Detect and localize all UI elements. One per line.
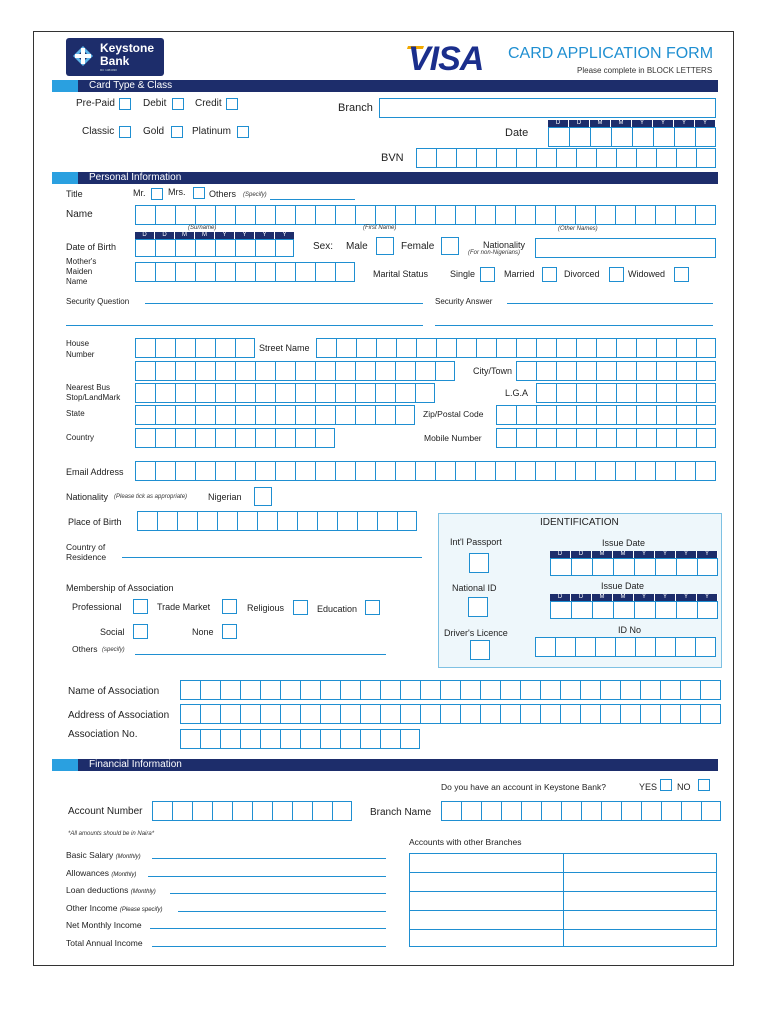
classic-checkbox[interactable] xyxy=(119,126,131,138)
gold-checkbox[interactable] xyxy=(171,126,183,138)
country-input[interactable] xyxy=(135,428,335,448)
mr-label: Mr. xyxy=(133,188,146,198)
assoc-name-input[interactable] xyxy=(180,680,721,700)
social-checkbox[interactable] xyxy=(133,624,148,639)
allowances-input[interactable] xyxy=(148,876,386,877)
keystone-logo xyxy=(66,38,164,76)
divorced-label: Divorced xyxy=(564,269,600,279)
debit-checkbox[interactable] xyxy=(172,98,184,110)
trade-market-checkbox[interactable] xyxy=(222,599,237,614)
credit-checkbox[interactable] xyxy=(226,98,238,110)
country-label: Country xyxy=(66,433,95,442)
security-question-label: Security Question xyxy=(66,297,130,306)
mobile-input[interactable] xyxy=(496,428,716,448)
other-branches-table[interactable] xyxy=(409,853,717,947)
national-id-issue-date-input[interactable] xyxy=(550,601,718,619)
state-input[interactable] xyxy=(135,405,415,425)
city-input[interactable] xyxy=(516,361,716,381)
branch-name-label: Branch Name xyxy=(370,807,432,818)
marital-status-label: Marital Status xyxy=(373,269,429,279)
nigerian-label: Nigerian xyxy=(208,492,242,502)
others-title-label: Others xyxy=(209,189,237,199)
passport-issue-date-input[interactable] xyxy=(550,558,718,576)
loan-deductions-label: Loan deductions (Monthly) xyxy=(66,885,156,895)
religious-label: Religious xyxy=(247,603,285,613)
mrs-checkbox[interactable] xyxy=(193,187,205,199)
street-name-label: Street Name xyxy=(259,343,310,353)
mothers-maiden-input[interactable] xyxy=(135,262,355,282)
state-label: State xyxy=(66,409,85,418)
passport-checkbox[interactable] xyxy=(469,553,489,573)
date-header: D D M M Y Y Y Y xyxy=(548,120,716,127)
date-label: Date xyxy=(505,127,529,139)
passport-date-header: D D M M Y Y Y Y xyxy=(550,551,718,558)
net-monthly-input[interactable] xyxy=(150,928,386,929)
email-input[interactable] xyxy=(135,461,716,481)
form-subtitle: Please complete in BLOCK LETTERS xyxy=(577,66,713,75)
national-id-date-header: D D M M Y Y Y Y xyxy=(550,594,718,601)
branch-label: Branch xyxy=(338,102,373,114)
mr-checkbox[interactable] xyxy=(151,188,163,200)
security-answer-input-2[interactable] xyxy=(435,325,713,326)
total-annual-input[interactable] xyxy=(152,946,386,947)
lga-input[interactable] xyxy=(536,383,716,403)
card-class-platinum-label: Platinum xyxy=(192,126,231,137)
card-type-prepaid-label: Pre-Paid xyxy=(76,98,115,109)
section-card-type-label: Card Type & Class xyxy=(89,80,173,91)
country-residence-label: Country of Residence xyxy=(66,542,107,562)
basic-salary-label: Basic Salary (Monthly) xyxy=(66,850,141,860)
card-type-debit-label: Debit xyxy=(143,98,167,109)
bus-stop-input[interactable] xyxy=(135,383,435,403)
bank-name-line2: Bank xyxy=(100,54,130,68)
street-name-input[interactable] xyxy=(316,338,716,358)
card-class-classic-label: Classic xyxy=(82,126,115,137)
divorced-checkbox[interactable] xyxy=(609,267,624,282)
zip-input[interactable] xyxy=(496,405,716,425)
email-label: Email Address xyxy=(66,467,124,477)
other-income-label: Other Income (Please specify) xyxy=(66,903,163,913)
bvn-input[interactable] xyxy=(416,148,716,168)
no-checkbox[interactable] xyxy=(698,779,710,791)
non-nigerians-note: (For non-Nigerians) xyxy=(468,250,521,256)
prepaid-checkbox[interactable] xyxy=(119,98,131,110)
others-assoc-input[interactable] xyxy=(135,654,386,655)
street-name-input-2[interactable] xyxy=(135,361,455,381)
others-assoc-label: Others xyxy=(72,644,98,654)
city-label: City/Town xyxy=(473,366,513,376)
education-label: Education xyxy=(317,604,358,614)
dob-label: Date of Birth xyxy=(66,242,117,252)
professional-label: Professional xyxy=(72,602,122,612)
bvn-label: BVN xyxy=(381,152,404,164)
dob-input[interactable] xyxy=(135,239,294,257)
yes-label: YES xyxy=(639,782,658,792)
assoc-address-input[interactable] xyxy=(180,704,721,724)
allowances-label: Allowances (Monthly) xyxy=(66,868,137,878)
sex-label: Sex: xyxy=(313,241,334,252)
lga-label: L.G.A xyxy=(505,388,529,398)
dob-date-header: D D M M Y Y Y Y xyxy=(135,232,295,239)
bus-stop-label: Nearest Bus Stop/LandMark xyxy=(66,383,121,402)
total-annual-label: Total Annual Income xyxy=(66,938,143,948)
no-label: NO xyxy=(677,782,691,792)
keystone-mark-icon xyxy=(72,45,94,67)
name-input[interactable] xyxy=(135,205,716,225)
surname-note: (Surname) xyxy=(188,225,217,231)
national-id-checkbox[interactable] xyxy=(468,597,488,617)
title-label: Title xyxy=(66,189,83,199)
section-financial-label: Financial Information xyxy=(89,759,182,770)
card-class-gold-label: Gold xyxy=(143,126,165,137)
id-no-input[interactable] xyxy=(535,637,716,657)
name-label: Name xyxy=(66,209,93,220)
assoc-name-label: Name of Association xyxy=(68,686,160,697)
others-assoc-specify: (specify) xyxy=(102,647,125,653)
security-answer-input[interactable] xyxy=(507,303,713,304)
first-name-note: (First Name) xyxy=(363,225,397,231)
trade-market-label: Trade Market xyxy=(157,602,211,612)
section-personal xyxy=(52,172,718,184)
section-card-type xyxy=(52,80,718,92)
single-checkbox[interactable] xyxy=(480,267,495,282)
male-checkbox[interactable] xyxy=(376,237,394,255)
assoc-no-input[interactable] xyxy=(180,729,420,749)
mobile-label: Mobile Number xyxy=(424,433,482,443)
national-id-label: National ID xyxy=(452,583,497,593)
platinum-checkbox[interactable] xyxy=(237,126,249,138)
country-residence-input[interactable] xyxy=(122,557,422,558)
nationality-nonnig-label: Nationality xyxy=(483,240,526,250)
zip-label: Zip/Postal Code xyxy=(423,409,484,419)
title-others-input[interactable] xyxy=(270,199,355,200)
date-input[interactable] xyxy=(548,127,716,147)
title-specify-note: (Specify) xyxy=(243,192,267,198)
membership-label: Membership of Association xyxy=(66,583,174,593)
house-number-input[interactable] xyxy=(135,338,255,358)
section-personal-label: Personal Information xyxy=(89,172,182,183)
account-question-label: Do you have an account in Keystone Bank? xyxy=(441,782,606,792)
other-income-input[interactable] xyxy=(178,911,386,912)
basic-salary-input[interactable] xyxy=(152,858,386,859)
loan-deductions-input[interactable] xyxy=(170,893,386,894)
widowed-checkbox[interactable] xyxy=(674,267,689,282)
account-number-label: Account Number xyxy=(68,806,143,817)
bank-name-line1: Keystone xyxy=(100,41,155,55)
drivers-licence-label: Driver's Licence xyxy=(444,628,508,638)
yes-checkbox[interactable] xyxy=(660,779,672,791)
widowed-label: Widowed xyxy=(628,269,666,279)
assoc-address-label: Address of Association xyxy=(68,710,170,721)
married-checkbox[interactable] xyxy=(542,267,557,282)
bank-mark-letters: RC 1384030 xyxy=(100,68,117,72)
none-checkbox[interactable] xyxy=(222,624,237,639)
female-label: Female xyxy=(401,241,435,252)
religious-checkbox[interactable] xyxy=(293,600,308,615)
mrs-label: Mrs. xyxy=(168,187,186,197)
female-checkbox[interactable] xyxy=(441,237,459,255)
id-no-label: ID No xyxy=(618,625,642,635)
tick-note: (Please tick as appropriate) xyxy=(114,494,188,500)
security-question-input[interactable] xyxy=(145,303,423,304)
visa-logo: VISA xyxy=(408,40,484,78)
other-branches-label: Accounts with other Branches xyxy=(409,837,522,847)
naira-note: *All amounts should be in Naira* xyxy=(68,831,155,837)
account-number-input[interactable] xyxy=(152,801,352,821)
form-title: CARD APPLICATION FORM xyxy=(508,45,714,62)
section-financial xyxy=(52,759,718,771)
branch-input[interactable] xyxy=(379,98,716,118)
other-names-note: (Other Names) xyxy=(558,226,598,232)
branch-name-input[interactable] xyxy=(441,801,721,821)
house-number-label: House Number xyxy=(66,339,95,359)
nationality-input[interactable] xyxy=(535,238,716,258)
net-monthly-label: Net Monthly Income xyxy=(66,920,142,930)
nationality-label: Nationality xyxy=(66,492,109,502)
married-label: Married xyxy=(504,269,535,279)
security-question-input-2[interactable] xyxy=(66,325,423,326)
education-checkbox[interactable] xyxy=(365,600,380,615)
single-label: Single xyxy=(450,269,476,279)
nigerian-checkbox[interactable] xyxy=(254,487,272,506)
male-label: Male xyxy=(346,241,368,252)
place-of-birth-input[interactable] xyxy=(137,511,417,531)
identification-title: IDENTIFICATION xyxy=(540,517,619,528)
none-label: None xyxy=(192,627,214,637)
card-type-credit-label: Credit xyxy=(195,98,222,109)
social-label: Social xyxy=(100,627,125,637)
passport-issue-date-label: Issue Date xyxy=(602,538,646,548)
national-id-issue-date-label: Issue Date xyxy=(601,581,645,591)
drivers-licence-checkbox[interactable] xyxy=(470,640,490,660)
place-of-birth-label: Place of Birth xyxy=(68,517,122,527)
security-answer-label: Security Answer xyxy=(435,297,493,306)
professional-checkbox[interactable] xyxy=(133,599,148,614)
mothers-maiden-label: Mother's Maiden Name xyxy=(66,257,97,286)
passport-label: Int'l Passport xyxy=(450,537,502,547)
assoc-no-label: Association No. xyxy=(68,729,138,740)
